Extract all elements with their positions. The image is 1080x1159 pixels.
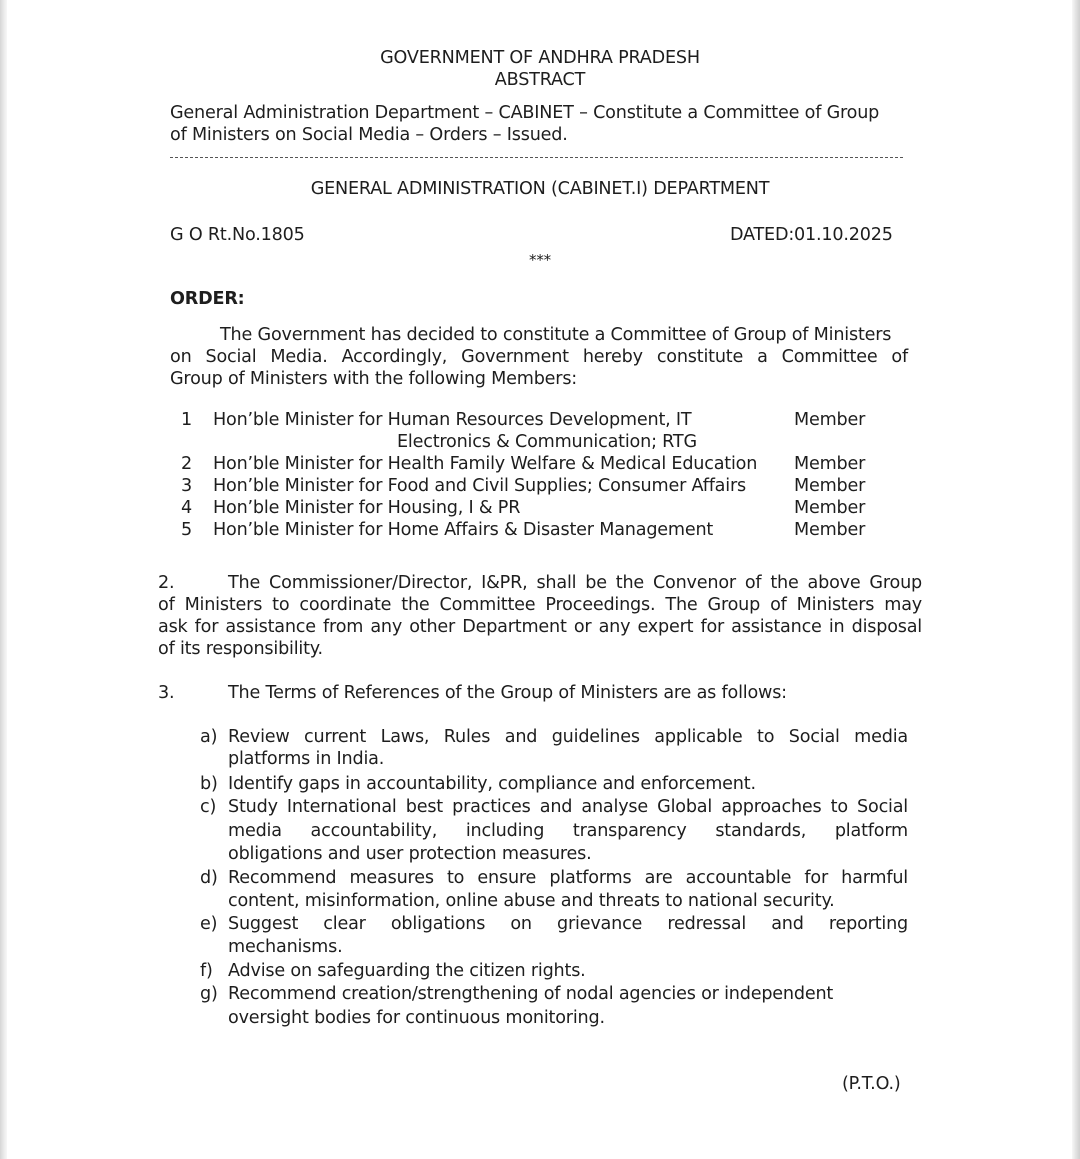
member-number: 2 (181, 454, 192, 474)
member-role: Member (794, 520, 866, 540)
member-number: 1 (181, 410, 192, 430)
order-date: DATED:01.10.2025 (730, 225, 893, 245)
subject-line-1: General Administration Department – CABINET – Constitute a Committee of Group (170, 103, 880, 123)
member-number: 3 (181, 476, 192, 496)
term-label: e) (200, 914, 218, 934)
member-role: Member (794, 476, 866, 496)
term-text: obligations and user protection measures. (228, 844, 592, 864)
term-label: c) (200, 797, 217, 817)
member-title: Hon’ble Minister for Health Family Welfare & Medical Education (213, 454, 758, 474)
term-label: f) (200, 961, 213, 981)
para2-line-3: ask for assistance from any other Department or any expert for assistance in disposal (158, 617, 922, 637)
term-text: Recommend creation/strengthening of nodal agencies or independent (228, 984, 834, 1004)
separator-asterisks: *** (529, 251, 551, 269)
page-edge-left (0, 0, 7, 1159)
term-text: oversight bodies for continuous monitoring. (228, 1008, 605, 1028)
intro-line-1: The Government has decided to constitute a Committee of Group of Ministers (220, 325, 892, 345)
member-role: Member (794, 498, 866, 518)
term-text: content, misinformation, online abuse and threats to national security. (228, 891, 835, 911)
intro-line-3: Group of Ministers with the following Members: (170, 369, 578, 389)
member-number: 4 (181, 498, 192, 518)
member-title: Hon’ble Minister for Human Resources Development, IT (213, 410, 692, 430)
intro-line-2: on Social Media. Accordingly, Government hereby constitute a Committee of (170, 347, 908, 367)
member-title: Hon’ble Minister for Housing, I & PR (213, 498, 521, 518)
term-text: Identify gaps in accountability, compliance and enforcement. (228, 774, 756, 794)
member-title-cont: Electronics & Communication; RTG (397, 432, 697, 452)
subject-line-2: of Ministers on Social Media – Orders – Issued. (170, 125, 568, 145)
member-role: Member (794, 410, 866, 430)
term-text: Recommend measures to ensure platforms are accountable for harmful (228, 868, 908, 888)
page-edge-right (1072, 0, 1080, 1159)
para2-line-4: of its responsibility. (158, 639, 323, 659)
para3-line-1: The Terms of References of the Group of Ministers are as follows: (228, 683, 787, 703)
para3-number: 3. (158, 683, 175, 703)
government-title: GOVERNMENT OF ANDHRA PRADESH (380, 48, 700, 68)
para2-number: 2. (158, 573, 175, 593)
term-label: d) (200, 868, 218, 888)
department-title: GENERAL ADMINISTRATION (CABINET.I) DEPARTMENT (310, 179, 770, 199)
para2-line-2: of Ministers to coordinate the Committee Proceedings. The Group of Ministers may (158, 595, 922, 615)
member-title: Hon’ble Minister for Food and Civil Supplies; Consumer Affairs (213, 476, 746, 496)
term-text: Advise on safeguarding the citizen rights. (228, 961, 586, 981)
term-label: b) (200, 774, 218, 794)
order-heading: ORDER: (170, 289, 245, 309)
abstract-title: ABSTRACT (494, 70, 586, 90)
term-text: Review current Laws, Rules and guidelines applicable to Social media (228, 727, 908, 747)
term-text: platforms in India. (228, 749, 385, 769)
para2-line-1: The Commissioner/Director, I&PR, shall be the Convenor of the above Group (228, 573, 922, 593)
term-label: a) (200, 727, 218, 747)
member-title: Hon’ble Minister for Home Affairs & Disaster Management (213, 520, 714, 540)
go-number: G O Rt.No.1805 (170, 225, 305, 245)
pto-note: (P.T.O.) (842, 1074, 901, 1094)
member-role: Member (794, 454, 866, 474)
term-text: mechanisms. (228, 937, 343, 957)
member-number: 5 (181, 520, 192, 540)
term-text: Suggest clear obligations on grievance redressal and reporting (228, 914, 908, 934)
dashed-divider (170, 157, 903, 158)
term-label: g) (200, 984, 218, 1004)
term-text: media accountability, including transparency standards, platform (228, 821, 908, 841)
term-text: Study International best practices and analyse Global approaches to Social (228, 797, 908, 817)
